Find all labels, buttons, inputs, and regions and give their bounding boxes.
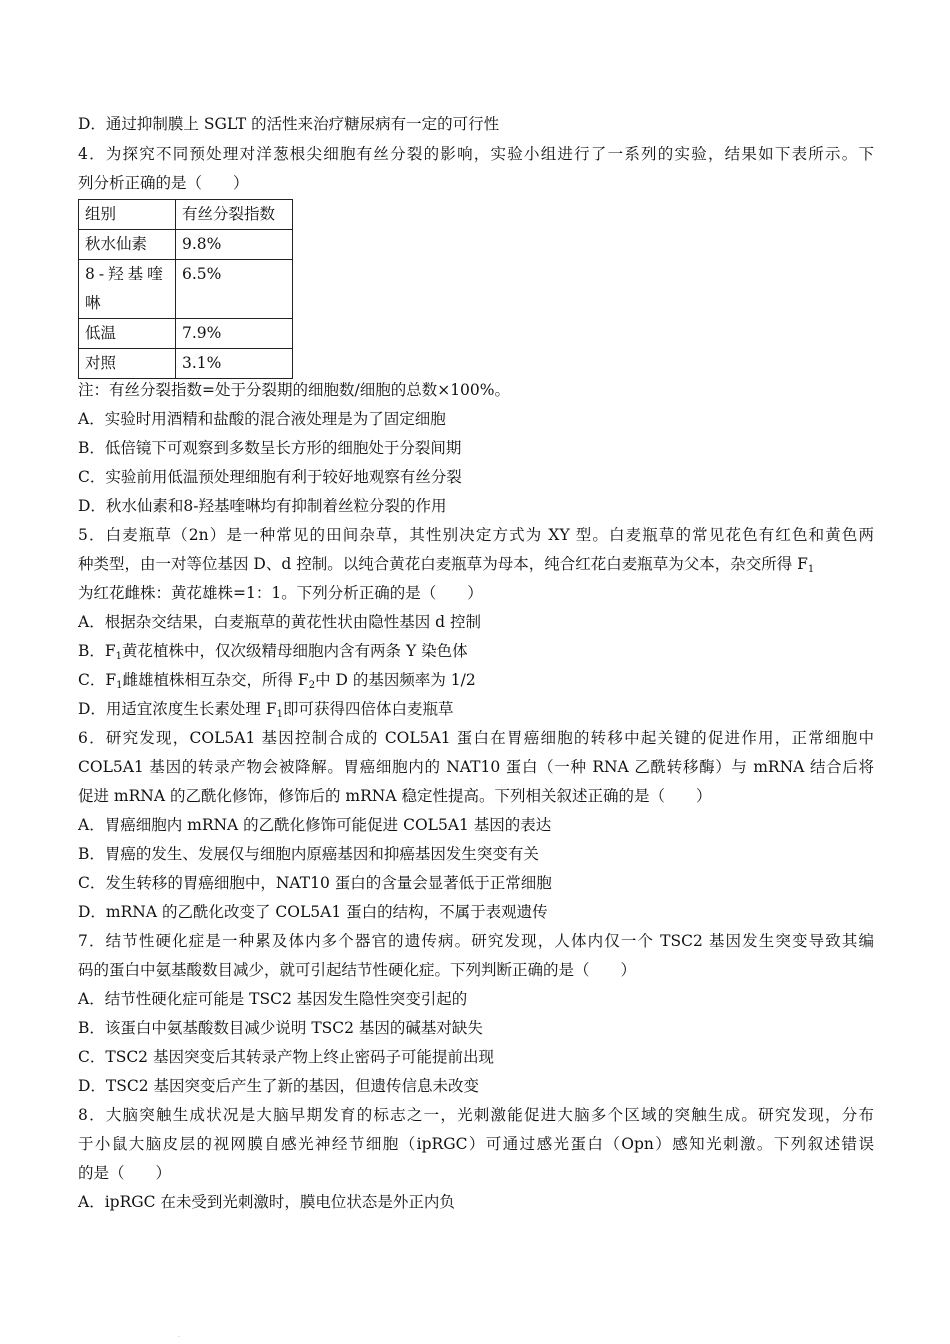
q8-stem-line3: 的是（ ） [78, 1164, 172, 1182]
q7-option-c: C．TSC2 基因突变后其转录产物上终止密码子可能提前出现 [78, 1048, 494, 1066]
q5-stem-line2: 种类型，由一对等位基因 D、d 控制。以纯合黄花白麦瓶草为母本，纯合红花白麦瓶草为父本，杂交所得 $F_1$ [78, 555, 815, 575]
q6-option-d: D．mRNA 的乙酰化改变了 COL5A1 蛋白的结构，不属于表观遗传 [78, 903, 548, 921]
q8-option-a: A．ipRGC 在未受到光刺激时，膜电位状态是外正内负 [78, 1193, 455, 1211]
table-row [79, 319, 293, 349]
table-cell-group: 低温 [79, 319, 176, 349]
q5-stem-line3: 为红花雌株：黄花雄株=1：1。下列分析正确的是（ ） [78, 584, 483, 602]
q5-stem-line1: 5．白麦瓶草（2n）是一种常见的田间杂草，其性别决定方式为 XY 型。白麦瓶草的常见花色有红色和黄色两 [78, 526, 874, 544]
q4-note: 注：有丝分裂指数=处于分裂期的细胞数/细胞的总数×100%。 [78, 381, 511, 399]
q6-stem-line3: 促进 mRNA 的乙酰化修饰，修饰后的 mRNA 稳定性提高。下列相关叙述正确的是（ ） [78, 787, 712, 805]
q6-stem-line2: COL5A1 基因的转录产物会被降解。胃癌细胞内的 NAT10 蛋白（一种 RNA 乙酰转移酶）与 mRNA 结合后将 [78, 758, 874, 776]
page-marker: . [178, 1332, 180, 1339]
q4-results-table [78, 199, 293, 379]
table-cell-value: 9.8% [176, 230, 293, 260]
q5-option-d: D．用适宜浓度生长素处理 $F_1$即可获得四倍体白麦瓶草 [78, 700, 454, 720]
q5-option-a: A．根据杂交结果，白麦瓶草的黄花性状由隐性基因 d 控制 [78, 613, 481, 631]
q6-option-a: A．胃癌细胞内 mRNA 的乙酰化修饰可能促进 COL5A1 基因的表达 [78, 816, 552, 834]
q7-option-d: D．TSC2 基因突变后产生了新的基因，但遗传信息未改变 [78, 1077, 480, 1095]
q4-option-c: C．实验前用低温预处理细胞有利于较好地观察有丝分裂 [78, 468, 462, 486]
q5-option-c: C．$F_1$雌雄植株相互杂交，所得 $F_2$中 D 的基因频率为 1/2 [78, 671, 476, 691]
q7-stem-line2: 码的蛋白中氨基酸数目减少，就可引起结节性硬化症。下列判断正确的是（ ） [78, 961, 637, 979]
q4-stem-line2: 列分析正确的是（ ） [78, 174, 249, 192]
table-cell-group: 对照 [79, 349, 176, 379]
q6-stem-line1: 6．研究发现，COL5A1 基因控制合成的 COL5A1 蛋白在胃癌细胞的转移中起关键的促进作用，正常细胞中 [78, 729, 874, 747]
q7-option-b: B．该蛋白中氨基酸数目减少说明 TSC2 基因的碱基对缺失 [78, 1019, 483, 1037]
table-cell-group: 秋水仙素 [79, 230, 176, 260]
table-row [79, 230, 293, 260]
table-header-row [79, 200, 293, 230]
table-cell-group: 8-羟基喹啉 [85, 265, 167, 312]
table-header-group: 组别 [79, 200, 176, 230]
q4-stem-line1: 4．为探究不同预处理对洋葱根尖细胞有丝分裂的影响，实验小组进行了一系列的实验，结果如下表所示。下 [78, 145, 874, 163]
q8-stem-line1: 8．大脑突触生成状况是大脑早期发育的标志之一，光刺激能促进大脑多个区域的突触生成。研究发现，分布 [78, 1106, 874, 1124]
table-row [79, 349, 293, 379]
table-header-index: 有丝分裂指数 [176, 200, 293, 230]
q7-option-a: A．结节性硬化症可能是 TSC2 基因发生隐性突变引起的 [78, 990, 468, 1008]
q4-option-b: B．低倍镜下可观察到多数呈长方形的细胞处于分裂间期 [78, 439, 462, 457]
q6-option-c: C．发生转移的胃癌细胞中，NAT10 蛋白的含量会显著低于正常细胞 [78, 874, 552, 892]
table-cell-value: 3.1% [176, 349, 293, 379]
q6-option-b: B．胃癌的发生、发展仅与细胞内原癌基因和抑癌基因发生突变有关 [78, 845, 539, 863]
q4-option-d: D．秋水仙素和8-羟基喹啉均有抑制着丝粒分裂的作用 [78, 497, 447, 515]
q7-stem-line1: 7．结节性硬化症是一种累及体内多个器官的遗传病。研究发现，人体内仅一个 TSC2 基因发生突变导致其编 [78, 932, 874, 950]
q3-option-d: D．通过抑制膜上 SGLT 的活性来治疗糖尿病有一定的可行性 [78, 115, 500, 133]
table-cell-value: 7.9% [176, 319, 293, 349]
q8-stem-line2: 于小鼠大脑皮层的视网膜自感光神经节细胞（ipRGC）可通过感光蛋白（Opn）感知光刺激。下列叙述错误 [78, 1135, 874, 1153]
q5-option-b: B．$F_1$黄花植株中，仅次级精母细胞内含有两条 Y 染色体 [78, 642, 468, 662]
table-cell-value: 6.5% [176, 260, 293, 319]
q4-option-a: A．实验时用酒精和盐酸的混合液处理是为了固定细胞 [78, 410, 446, 428]
table-row [79, 260, 293, 319]
